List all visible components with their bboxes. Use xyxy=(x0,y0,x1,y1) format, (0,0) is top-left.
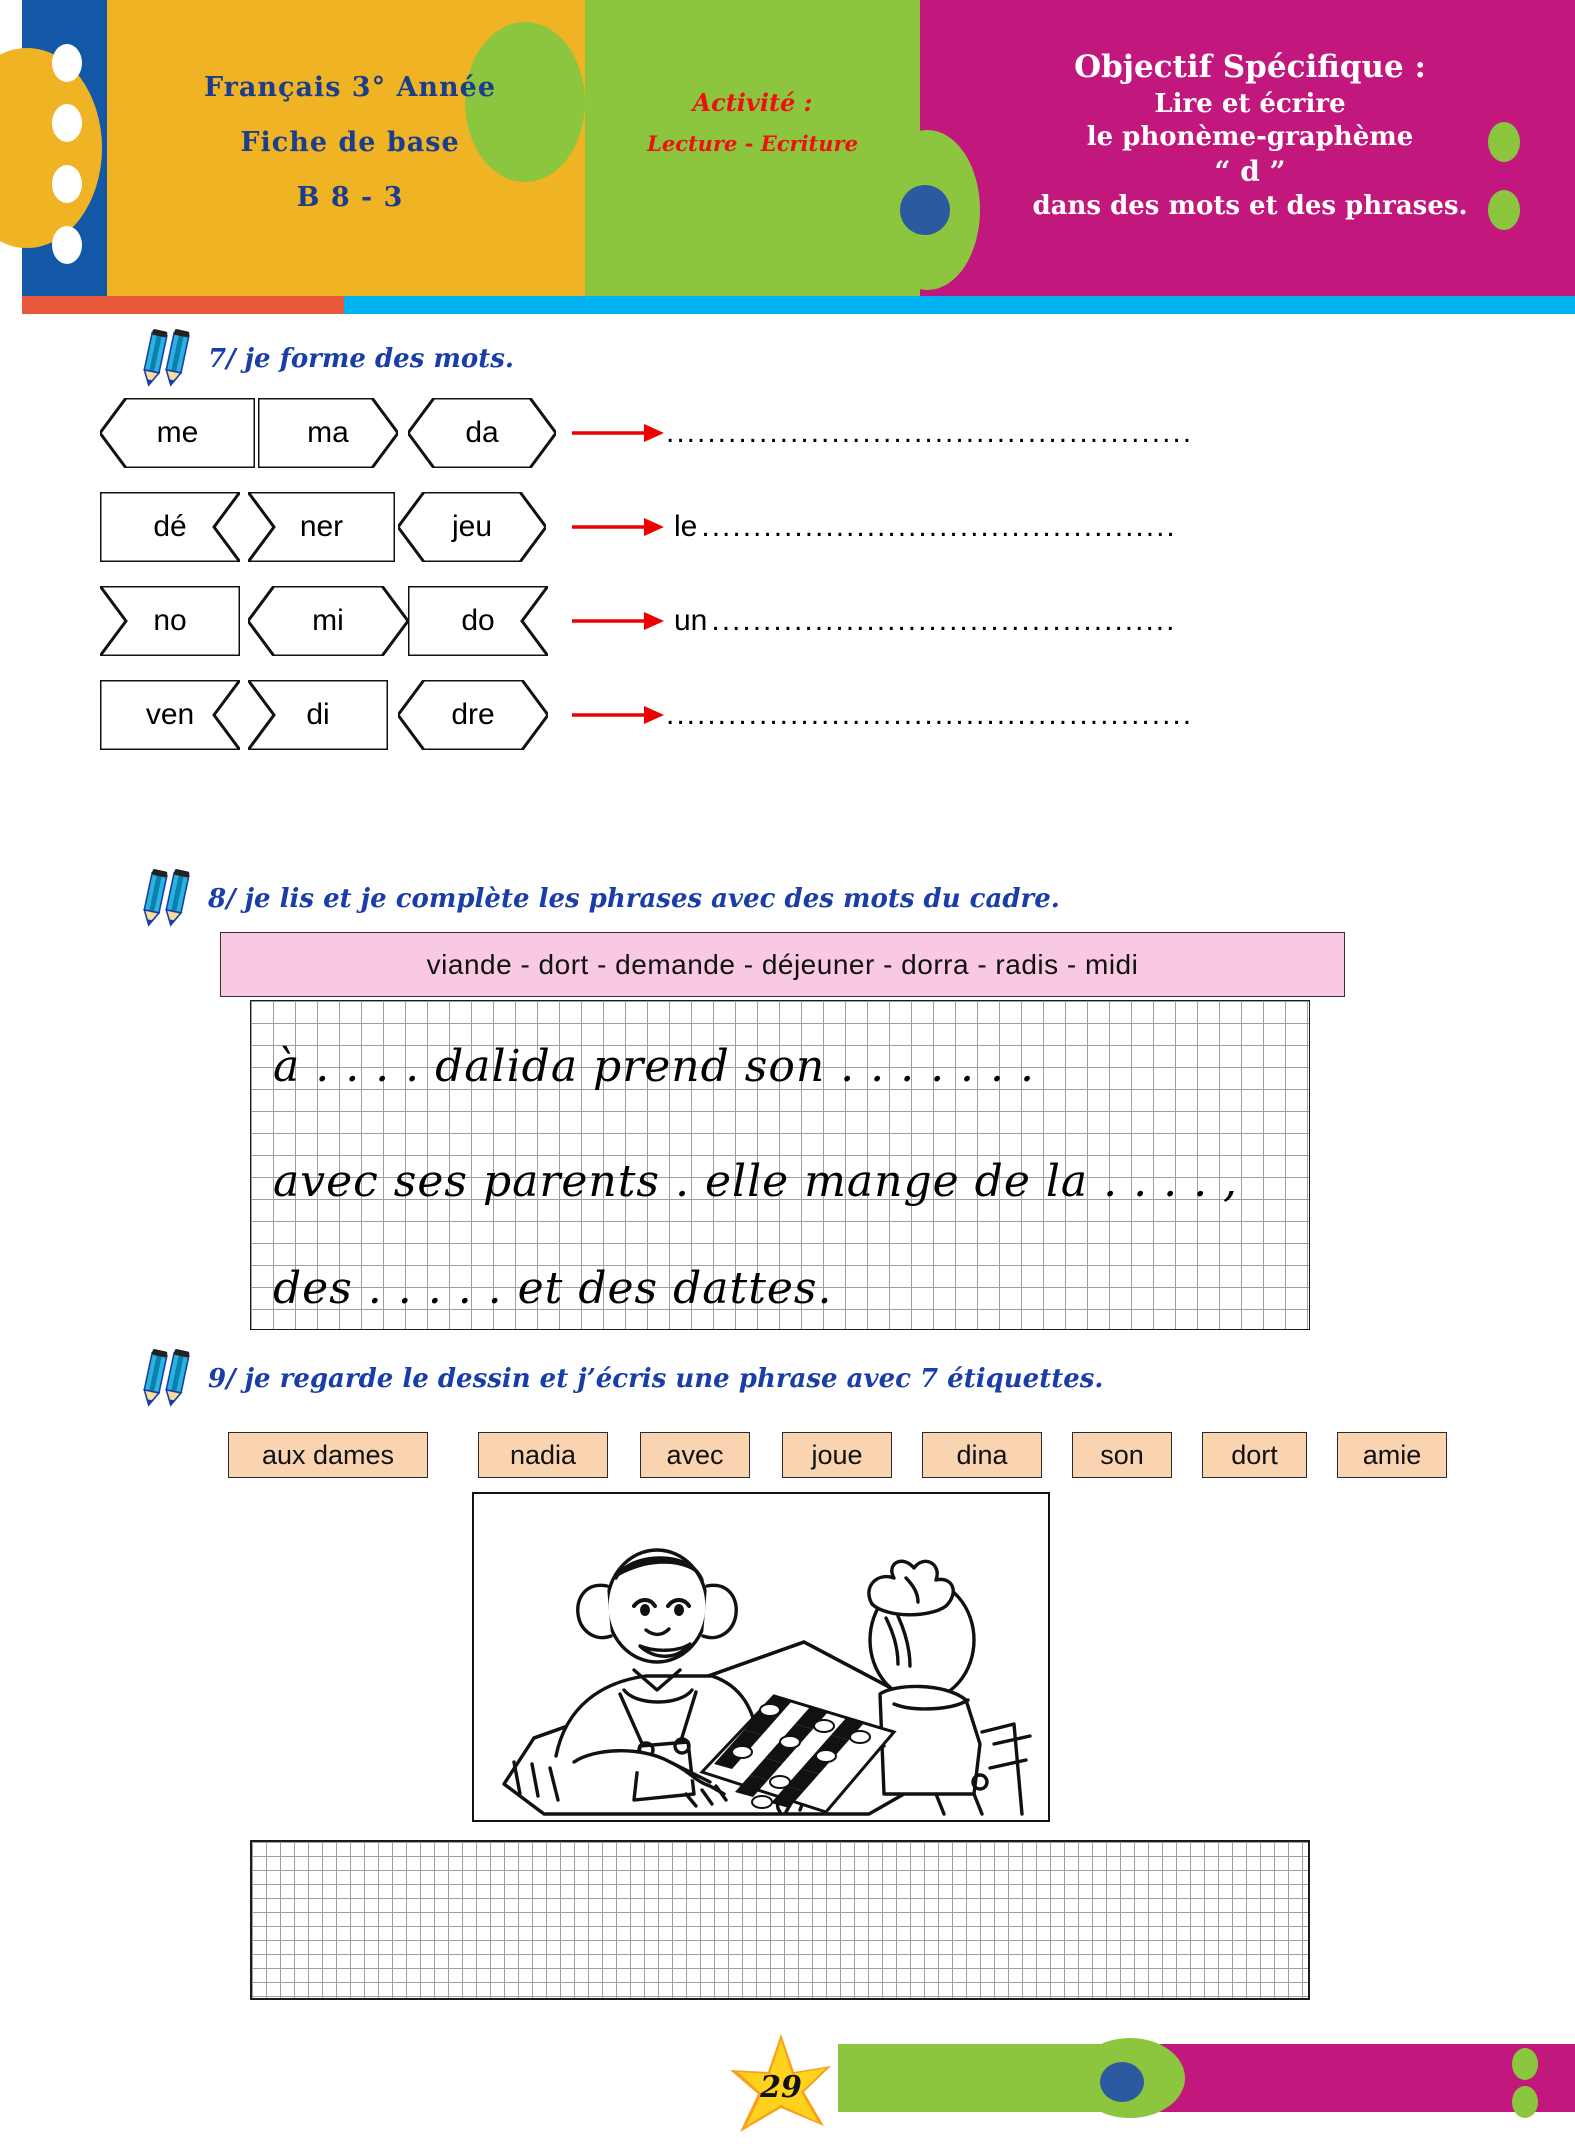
syllable-label: jeu xyxy=(451,510,493,543)
orange-divider-bar xyxy=(22,296,344,314)
syllable-label: mi xyxy=(312,604,344,637)
objective-block xyxy=(930,48,1570,223)
cyan-divider-bar xyxy=(344,296,1575,314)
footer-side-dot-1 xyxy=(1512,2048,1538,2080)
objective-title: Objectif Spécifique : xyxy=(1074,49,1426,85)
illustration-frame xyxy=(472,1492,1050,1822)
pencils-icon xyxy=(138,328,198,390)
page-number: 29 xyxy=(760,2069,802,2105)
exercise9-heading xyxy=(138,1348,1103,1410)
header-blue-strip xyxy=(22,0,107,296)
activity-label: Activité : xyxy=(692,88,813,117)
exercise9-title: 9/ je regarde le dessin et j’écris une phrase avec 7 étiquettes. xyxy=(208,1364,1104,1394)
footer-blue-ball xyxy=(1100,2062,1144,2102)
answer-dotted-line: ............................................. xyxy=(711,604,1177,637)
syllable-label: dre xyxy=(451,698,495,731)
word-bank-text: viande - dort - demande - déjeuner - dorra - radis - midi xyxy=(426,948,1139,980)
syllable-piece[interactable] xyxy=(398,680,548,750)
syllable-piece[interactable] xyxy=(248,586,408,656)
etiquette-tag[interactable]: nadia xyxy=(478,1432,608,1478)
syllable-label: do xyxy=(461,604,495,637)
syllable-label: ma xyxy=(307,416,349,449)
etiquette-tag[interactable]: son xyxy=(1072,1432,1172,1478)
syllable-piece[interactable] xyxy=(248,680,388,750)
cursive-line-1: à . . . . dalida prend son . . . . . . . xyxy=(273,1041,1035,1092)
arrow-right-icon xyxy=(570,607,666,635)
syllable-label: ven xyxy=(145,698,195,731)
cursive-grid-box xyxy=(250,1000,1310,1330)
etiquette-tag[interactable]: joue xyxy=(782,1432,892,1478)
arrow-right-icon xyxy=(570,701,666,729)
etiquette-tag[interactable]: avec xyxy=(640,1432,750,1478)
subject-block xyxy=(120,60,580,225)
objective-line-1: Lire et écrire xyxy=(1154,88,1346,119)
exercise7-heading xyxy=(138,328,514,390)
syllable-piece[interactable] xyxy=(100,586,240,656)
syllable-piece[interactable] xyxy=(398,492,546,562)
answer-prefix: le xyxy=(674,510,698,543)
syllable-piece[interactable] xyxy=(408,398,556,468)
objective-letter: “ d ” xyxy=(1214,155,1286,189)
answer-line-row[interactable] xyxy=(570,604,1176,638)
punch-hole-2 xyxy=(52,104,82,142)
yellow-circle-decor xyxy=(0,48,102,248)
page-header xyxy=(0,0,1575,296)
subject-line-2: Fiche de base xyxy=(240,127,460,158)
activity-value: Lecture - Ecriture xyxy=(647,131,858,156)
exercise7-title: 7/ je forme des mots. xyxy=(208,344,514,374)
word-bank-box xyxy=(220,932,1345,997)
answer-prefix: un xyxy=(674,604,708,637)
answer-line-row[interactable] xyxy=(570,510,1177,544)
syllable-piece[interactable] xyxy=(100,492,240,562)
answer-writing-grid[interactable] xyxy=(250,1840,1310,2000)
exercise8-title: 8/ je lis et je complète les phrases avec des mots du cadre. xyxy=(208,884,1060,914)
answer-dotted-line: .............................................. xyxy=(701,510,1177,543)
arrow-right-icon xyxy=(570,513,666,541)
page-number-star xyxy=(726,2032,836,2142)
subject-line-1: Français 3° Année xyxy=(203,72,497,103)
arrow-right-icon xyxy=(570,419,666,447)
checkers-illustration xyxy=(474,1494,1050,1822)
punch-hole-3 xyxy=(52,165,82,203)
footer-side-dot-2 xyxy=(1512,2086,1538,2118)
objective-line-2: le phonème-graphème xyxy=(1086,121,1414,152)
exercise8-heading xyxy=(138,868,1060,930)
activity-block xyxy=(585,88,920,156)
answer-line-row[interactable] xyxy=(570,416,1193,450)
answer-dotted-line: ................................................... xyxy=(666,698,1194,731)
etiquette-tag[interactable]: amie xyxy=(1337,1432,1447,1478)
subject-line-3: B 8 - 3 xyxy=(296,182,404,213)
page-footer xyxy=(0,2032,1575,2125)
syllable-label: dé xyxy=(153,510,187,543)
syllable-piece[interactable] xyxy=(100,398,255,468)
punch-hole-4 xyxy=(52,226,82,264)
syllable-piece[interactable] xyxy=(248,492,395,562)
objective-line-3: dans des mots et des phrases. xyxy=(1032,191,1468,222)
syllable-label: ner xyxy=(299,510,344,543)
punch-hole-1 xyxy=(52,44,82,82)
syllable-label: me xyxy=(156,416,199,449)
pencils-icon xyxy=(138,868,198,930)
answer-dotted-line: ................................................... xyxy=(666,416,1194,449)
cursive-line-3: des . . . . . et des dattes. xyxy=(273,1263,833,1314)
syllable-piece[interactable] xyxy=(258,398,398,468)
pencils-icon xyxy=(138,1348,198,1410)
answer-line-row[interactable] xyxy=(570,698,1193,732)
cursive-line-2: avec ses parents . elle mange de la . . . . , xyxy=(273,1156,1239,1207)
syllable-label: da xyxy=(465,416,499,449)
etiquette-tag[interactable]: aux dames xyxy=(228,1432,428,1478)
syllable-piece[interactable] xyxy=(100,680,240,750)
etiquette-tag[interactable]: dort xyxy=(1202,1432,1307,1478)
syllable-label: no xyxy=(153,604,187,637)
syllable-piece[interactable] xyxy=(408,586,548,656)
syllable-label: di xyxy=(306,698,330,731)
etiquette-tag[interactable]: dina xyxy=(922,1432,1042,1478)
